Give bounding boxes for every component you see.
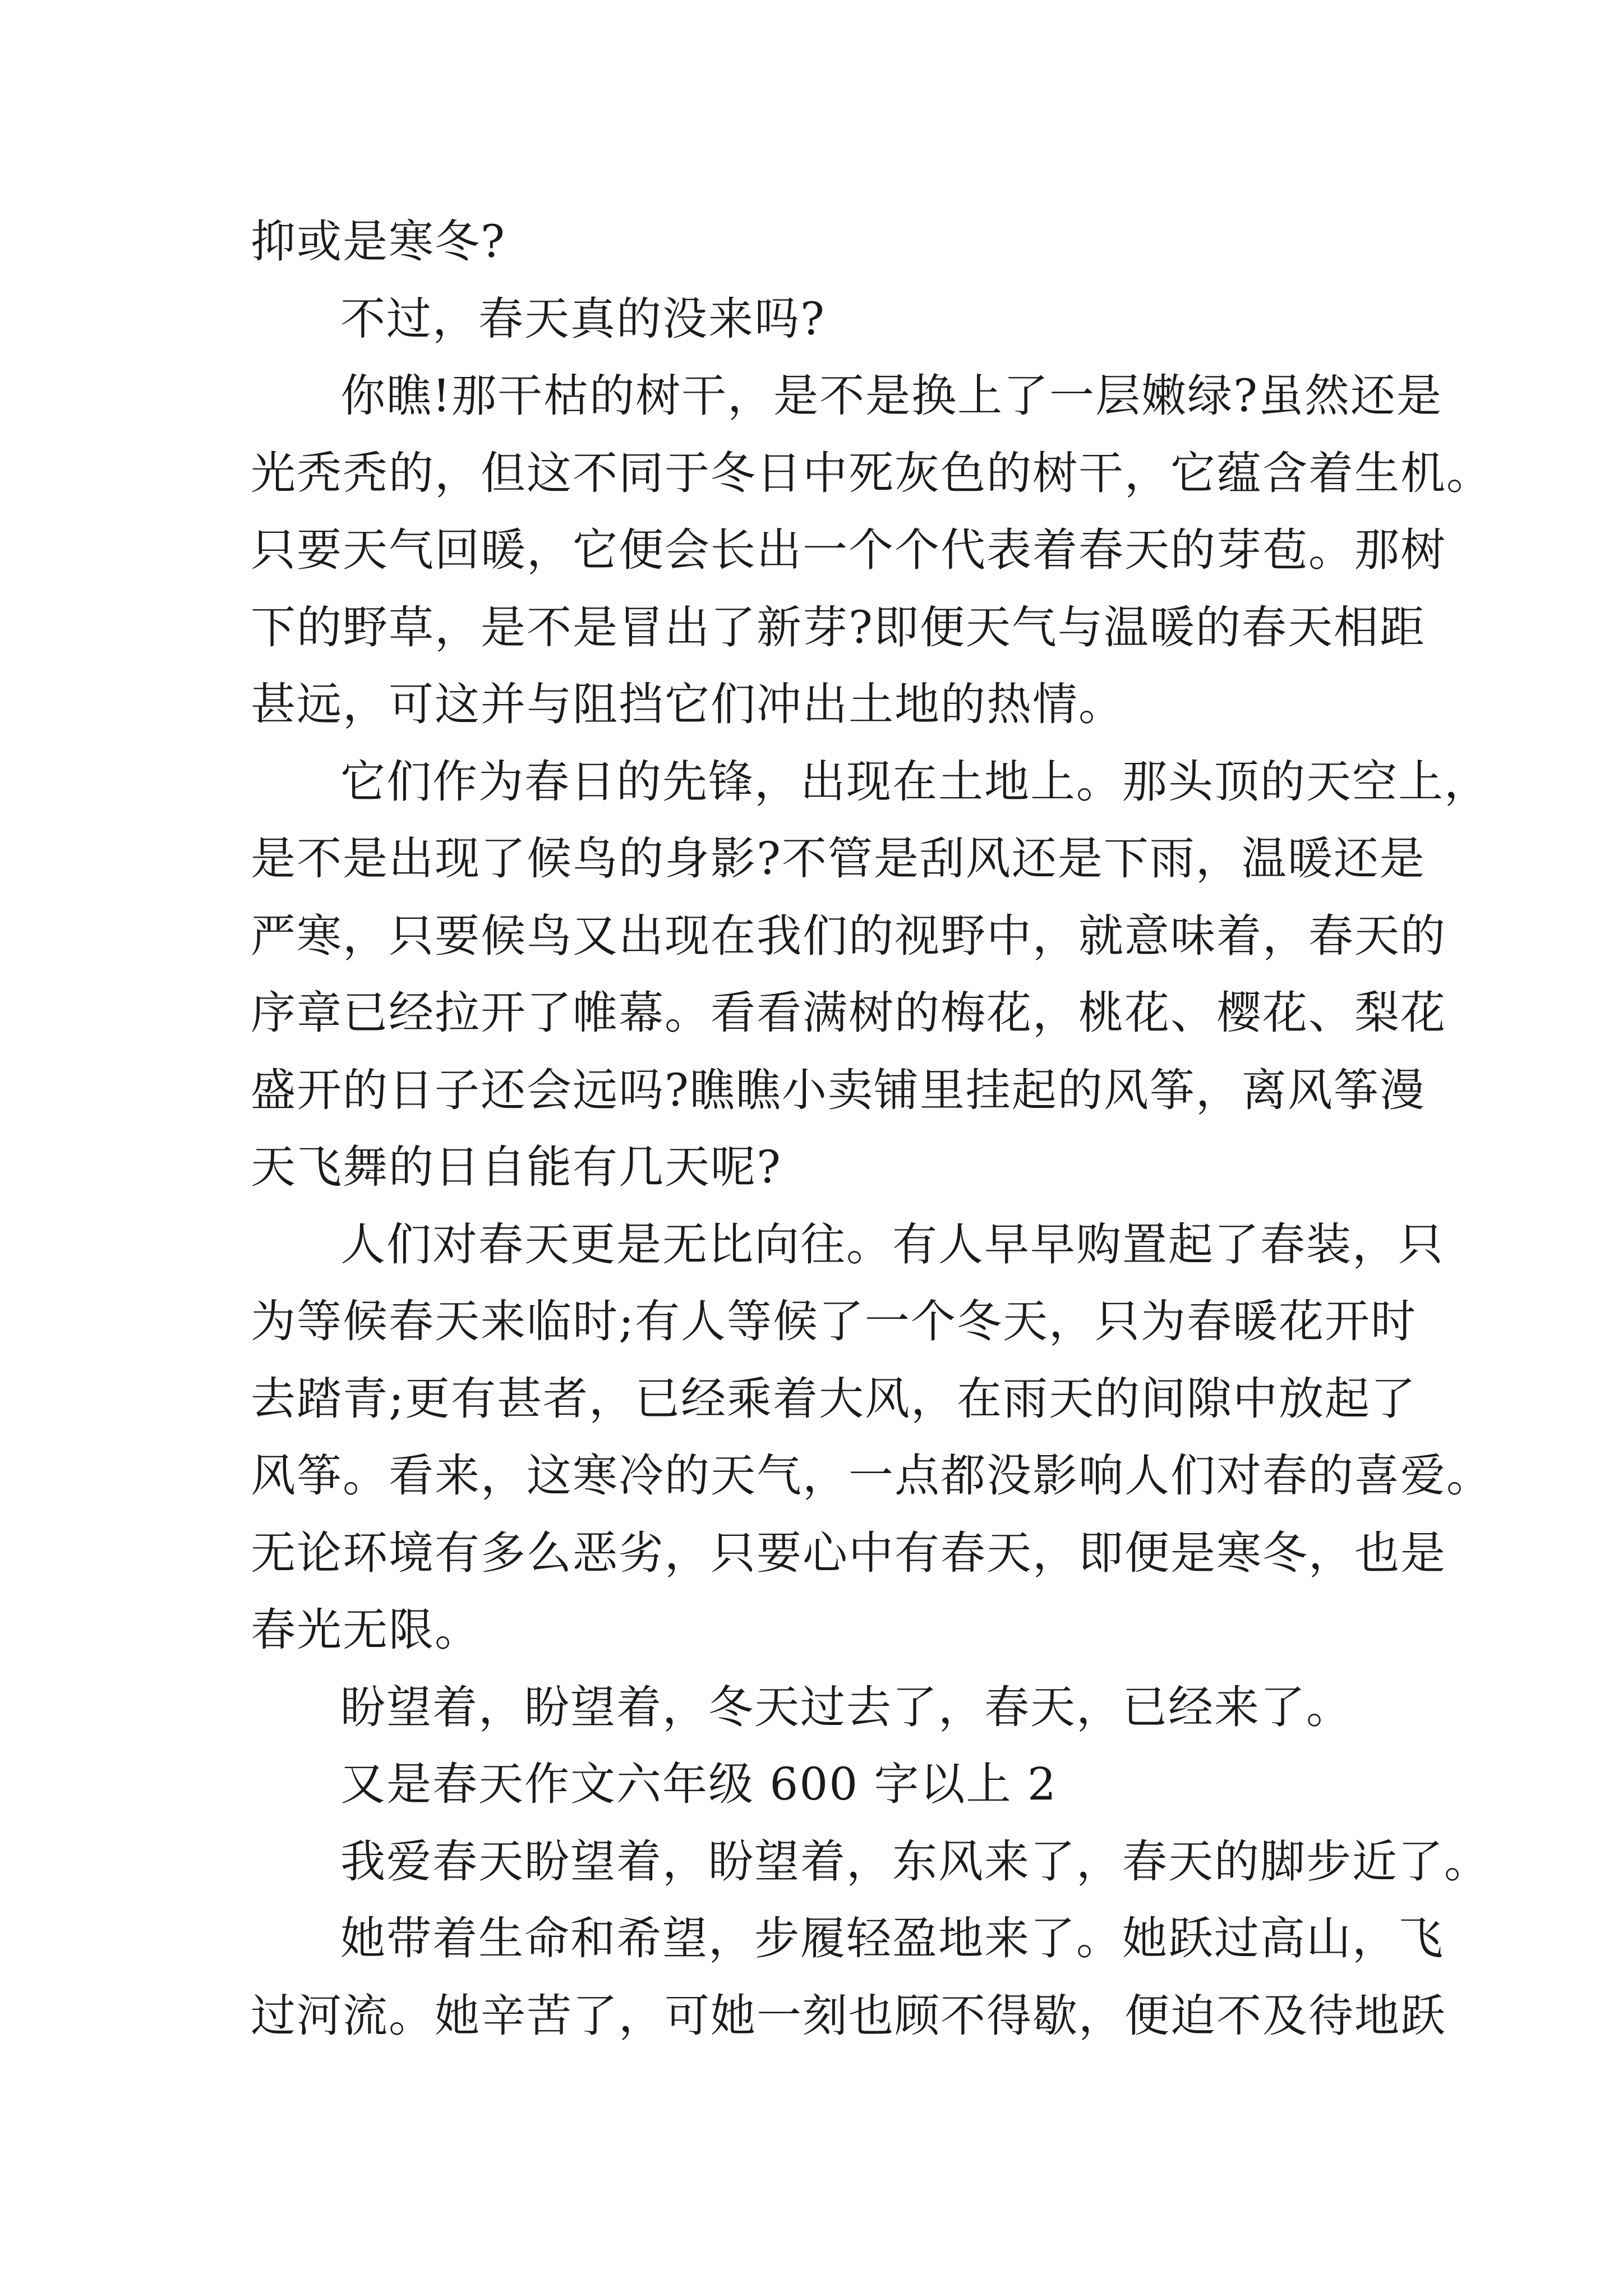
text-line: 是不是出现了候鸟的身影?不管是刮风还是下雨，温暖还是 xyxy=(251,832,1426,885)
document-body xyxy=(251,203,1492,2054)
text-line: 去踏青;更有甚者，已经乘着大风，在雨天的间隙中放起了 xyxy=(251,1372,1417,1425)
text-line: 不过，春天真的没来吗? xyxy=(340,292,826,345)
text-line: 无论环境有多么恶劣，只要心中有春天，即便是寒冬，也是 xyxy=(251,1526,1446,1579)
text-line: 又是春天作文六年级 600 字以上 2 xyxy=(340,1758,1057,1810)
text-line: 光秃秃的，但这不同于冬日中死灰色的树干，它蕴含着生机。 xyxy=(251,447,1492,499)
text-line: 天飞舞的日自能有几天呢? xyxy=(251,1141,782,1193)
text-line: 你瞧!那干枯的树干，是不是换上了一层嫩绿?虽然还是 xyxy=(340,370,1443,422)
text-line: 盼望着，盼望着，冬天过去了，春天，已经来了。 xyxy=(340,1681,1352,1733)
text-line: 为等候春天来临时;有人等候了一个冬天，只为春暖花开时 xyxy=(251,1295,1417,1347)
text-line: 春光无限。 xyxy=(251,1604,481,1656)
text-line: 抑或是寒冬? xyxy=(251,215,506,268)
text-line: 风筝。看来，这寒冷的天气，一点都没影响人们对春的喜爱。 xyxy=(251,1450,1492,1502)
text-line: 她带着生命和希望，步履轻盈地来了。她跃过高山，飞 xyxy=(340,1912,1444,1964)
text-line: 它们作为春日的先锋，出现在土地上。那头顶的天空上， xyxy=(340,755,1490,808)
text-line: 人们对春天更是无比向往。有人早早购置起了春装，只 xyxy=(340,1218,1444,1271)
text-line: 只要天气回暖，它便会长出一个个代表着春天的芽苞。那树 xyxy=(251,524,1446,576)
text-line: 盛开的日子还会远吗?瞧瞧小卖铺里挂起的风筝，离风筝漫 xyxy=(251,1064,1426,1116)
text-line: 序章已经拉开了帷幕。看看满树的梅花，桃花、樱花、梨花 xyxy=(251,987,1446,1039)
text-line: 严寒，只要候鸟又出现在我们的视野中，就意味着，春天的 xyxy=(251,909,1446,962)
text-line: 我爱春天盼望着，盼望着，东风来了，春天的脚步近了。 xyxy=(340,1835,1490,1888)
text-line: 甚远，可这并与阻挡它们冲出土地的热情。 xyxy=(251,678,1124,730)
text-line: 下的野草，是不是冒出了新芽?即便天气与温暖的春天相距 xyxy=(251,601,1426,654)
text-line: 过河流。她辛苦了，可她一刻也顾不得歇，便迫不及待地跃 xyxy=(251,1989,1446,2042)
